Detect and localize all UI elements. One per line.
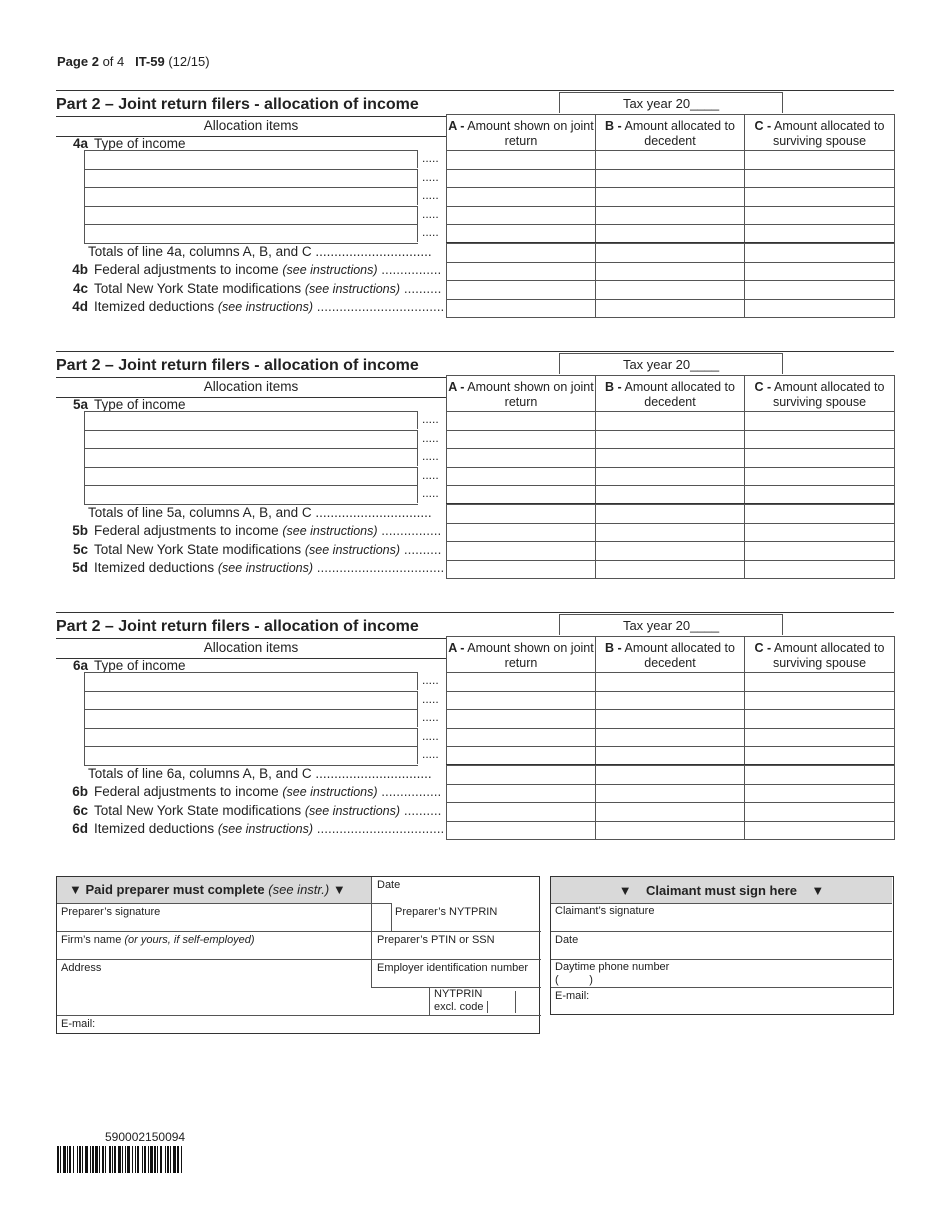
nytprin-excl-label-1: NYTPRIN: [434, 988, 483, 1000]
leader-dots: .....: [422, 188, 439, 203]
amount-cell-a[interactable]: [446, 822, 596, 840]
amount-cell-a[interactable]: [446, 468, 596, 486]
amount-cell-c[interactable]: [744, 673, 895, 691]
claimant-signature-label[interactable]: Claimant’s signature: [555, 905, 655, 917]
amount-cell-c[interactable]: [744, 300, 895, 318]
leader-dots: .....: [422, 151, 439, 165]
line-r3-label: 6d Itemized deductions (see instructions) ..................................: [72, 821, 445, 836]
amount-cell-a[interactable]: [446, 225, 596, 243]
amount-cell-a[interactable]: [446, 710, 596, 728]
column-c-header: C - Amount allocated to surviving spouse: [744, 637, 894, 675]
amount-row: [446, 430, 894, 449]
leader-dots: .....: [422, 430, 439, 445]
amount-row: [446, 187, 894, 206]
line-r3-label: 4d Itemized deductions (see instructions) ..................................: [72, 299, 445, 314]
income-type-input[interactable]: [84, 448, 418, 466]
daytime-phone-label[interactable]: Daytime phone number: [555, 961, 670, 973]
amount-cell-a[interactable]: [446, 188, 596, 206]
amount-row: [446, 280, 894, 299]
column-a-header: A - Amount shown on joint return: [446, 115, 595, 153]
line-r1-label: 5b Federal adjustments to income (see instructions) ................: [72, 523, 442, 538]
line-r1-label: 6b Federal adjustments to income (see instructions) ................: [72, 784, 442, 799]
amount-row: [446, 243, 894, 262]
amount-cell-c[interactable]: [744, 244, 895, 262]
tax-year-field[interactable]: Tax year 20____: [559, 353, 783, 374]
income-type-input[interactable]: [84, 672, 418, 690]
paid-preparer-box: [56, 876, 540, 1034]
preparer-signature-label[interactable]: Preparer’s signature: [61, 906, 161, 918]
amount-cell-c[interactable]: [744, 710, 895, 728]
income-type-input[interactable]: [84, 691, 418, 709]
amount-cell-b[interactable]: [595, 710, 745, 728]
amount-row: [446, 206, 894, 225]
totals-row-label: Totals of line 4a, columns A, B, and C ...............................: [88, 244, 432, 259]
column-a-header: A - Amount shown on joint return: [446, 376, 595, 414]
barcode-icon: [57, 1146, 239, 1173]
leader-dots: .....: [422, 206, 439, 221]
amount-cell-a[interactable]: [446, 524, 596, 542]
amount-row: [446, 728, 894, 747]
amount-row: [446, 262, 894, 281]
amount-cell-c[interactable]: [744, 729, 895, 747]
preparer-nytprin-label[interactable]: Preparer’s NYTPRIN: [395, 906, 498, 918]
leader-dots: .....: [422, 710, 439, 725]
leader-dots: .....: [422, 747, 439, 762]
line-r2-label: 5c Total New York State modifications (see instructions) ..........: [72, 542, 442, 557]
tax-year-field[interactable]: Tax year 20____: [559, 92, 783, 113]
amount-cell-b[interactable]: [595, 188, 745, 206]
amount-cell-a[interactable]: [446, 207, 596, 225]
amount-cell-c[interactable]: [744, 207, 895, 225]
amount-row: [446, 784, 894, 803]
amount-cell-a[interactable]: [446, 170, 596, 188]
totals-row-label: Totals of line 6a, columns A, B, and C ...............................: [88, 766, 432, 781]
income-type-input[interactable]: [84, 411, 418, 429]
amount-cell-a[interactable]: [446, 747, 596, 765]
amount-row: [446, 467, 894, 486]
type-of-income-label: 5a Type of income: [72, 397, 186, 412]
amount-cell-c[interactable]: [744, 692, 895, 710]
amount-cell-b[interactable]: [595, 244, 745, 262]
amount-cell-b[interactable]: [595, 431, 745, 449]
amount-cell-c[interactable]: [744, 785, 895, 803]
column-a-header: A - Amount shown on joint return: [446, 637, 595, 675]
amount-cell-b[interactable]: [595, 524, 745, 542]
amount-cell-a[interactable]: [446, 431, 596, 449]
amount-cell-b[interactable]: [595, 449, 745, 467]
amount-cell-a[interactable]: [446, 542, 596, 560]
amount-cell-a[interactable]: [446, 785, 596, 803]
amount-row: [446, 448, 894, 467]
amount-row: [446, 821, 894, 840]
amount-row: [446, 541, 894, 560]
amount-row: [446, 150, 894, 169]
amount-cell-c[interactable]: [744, 468, 895, 486]
amount-cell-b[interactable]: [595, 673, 745, 691]
leader-dots: .....: [422, 691, 439, 706]
totals-row-label: Totals of line 5a, columns A, B, and C ...............................: [88, 505, 432, 520]
amount-cell-a[interactable]: [446, 803, 596, 821]
type-of-income-label: 6a Type of income: [72, 658, 186, 673]
amount-row: [446, 560, 894, 579]
amount-cell-b[interactable]: [595, 225, 745, 243]
amount-row: [446, 709, 894, 728]
tax-year-field[interactable]: Tax year 20____: [559, 614, 783, 635]
amount-row: [446, 802, 894, 821]
amount-cell-b[interactable]: [595, 692, 745, 710]
leader-dots: .....: [422, 225, 439, 240]
preparer-email-label[interactable]: E-mail:: [61, 1018, 96, 1030]
amount-cell-a[interactable]: [446, 729, 596, 747]
amount-cell-b[interactable]: [595, 561, 745, 579]
amount-row: [446, 746, 894, 765]
allocation-section-3: [56, 620, 894, 860]
amount-cell-c[interactable]: [744, 263, 895, 281]
amount-cell-c[interactable]: [744, 281, 895, 299]
amount-cell-c[interactable]: [744, 747, 895, 765]
leader-dots: .....: [422, 728, 439, 743]
phone-paren: ( ): [555, 974, 593, 986]
amount-cell-b[interactable]: [595, 766, 745, 784]
leader-dots: .....: [422, 486, 439, 501]
amount-row: [446, 672, 894, 691]
amount-cell-a[interactable]: [446, 673, 596, 691]
allocation-items-label: Allocation items: [203, 118, 299, 133]
line-r1-label: 4b Federal adjustments to income (see instructions) ................: [72, 262, 442, 277]
amount-cell-b[interactable]: [595, 170, 745, 188]
amount-cell-a[interactable]: [446, 692, 596, 710]
income-type-input[interactable]: [84, 187, 418, 205]
amount-row: [446, 299, 894, 318]
amount-row: [446, 691, 894, 710]
amount-cell-b[interactable]: [595, 803, 745, 821]
address-label[interactable]: Address: [61, 962, 102, 974]
leader-dots: .....: [422, 449, 439, 464]
amount-cell-a[interactable]: [446, 486, 596, 504]
income-type-input[interactable]: [84, 206, 418, 224]
amount-row: [446, 523, 894, 542]
claimant-date-label[interactable]: Date: [555, 934, 579, 946]
amount-row: [446, 224, 894, 243]
leader-dots: .....: [422, 467, 439, 482]
income-type-input[interactable]: [84, 224, 418, 242]
preparer-date-label: Date: [377, 879, 401, 891]
amount-cell-c[interactable]: [744, 561, 895, 579]
preparer-heading: ▼ Paid preparer must complete (see instr.) ▼: [69, 882, 346, 897]
income-type-input[interactable]: [84, 169, 418, 187]
amount-cell-b[interactable]: [595, 151, 745, 169]
amount-cell-c[interactable]: [744, 188, 895, 206]
amount-cell-c[interactable]: [744, 449, 895, 467]
barcode-number: 590002150094: [105, 1130, 186, 1144]
section-title: Part 2 – Joint return filers - allocation of income: [56, 618, 419, 635]
income-type-input[interactable]: [84, 485, 418, 503]
claimant-email-label[interactable]: E-mail:: [555, 990, 590, 1002]
amount-row: [446, 411, 894, 430]
amount-cell-b[interactable]: [595, 300, 745, 318]
allocation-items-label: Allocation items: [203, 379, 299, 394]
amount-cell-a[interactable]: [446, 151, 596, 169]
claimant-heading: ▼ Claimant must sign here ▼: [618, 883, 825, 898]
excl-code-box[interactable]: [487, 1001, 488, 1013]
ein-label[interactable]: Employer identification number: [377, 962, 529, 974]
amount-cell-b[interactable]: [595, 486, 745, 504]
amount-cell-c[interactable]: [744, 505, 895, 523]
leader-dots: .....: [422, 412, 439, 426]
firm-name-label[interactable]: Firm’s name (or yours, if self-employed): [61, 934, 255, 946]
amount-cell-b[interactable]: [595, 822, 745, 840]
amount-cell-a[interactable]: [446, 281, 596, 299]
leader-dots: .....: [422, 673, 439, 687]
amount-cell-c[interactable]: [744, 542, 895, 560]
amount-row: [446, 485, 894, 504]
amount-cell-c[interactable]: [744, 486, 895, 504]
preparer-ptin-label[interactable]: Preparer’s PTIN or SSN: [377, 934, 495, 946]
amount-cell-c[interactable]: [744, 412, 895, 430]
amount-cell-c[interactable]: [744, 524, 895, 542]
amount-cell-a[interactable]: [446, 412, 596, 430]
column-c-header: C - Amount allocated to surviving spouse: [744, 376, 894, 414]
column-b-header: B - Amount allocated to decedent: [595, 115, 744, 153]
amount-cell-c[interactable]: [744, 766, 895, 784]
amount-row: [446, 504, 894, 523]
allocation-section-2: [56, 359, 894, 599]
amount-cell-c[interactable]: [744, 803, 895, 821]
page-header: Page 2 of 4 IT-59 (12/15): [57, 54, 210, 69]
amount-row: [446, 765, 894, 784]
amount-cell-c[interactable]: [744, 170, 895, 188]
line-r2-label: 4c Total New York State modifications (see instructions) ..........: [72, 281, 442, 296]
column-b-header: B - Amount allocated to decedent: [595, 376, 744, 414]
line-r3-label: 5d Itemized deductions (see instructions) ..................................: [72, 560, 445, 575]
amount-cell-c[interactable]: [744, 225, 895, 243]
amount-cell-a[interactable]: [446, 561, 596, 579]
claimant-box: [550, 876, 894, 1015]
allocation-section-1: [56, 98, 894, 338]
amount-cell-b[interactable]: [595, 785, 745, 803]
income-type-input[interactable]: [84, 709, 418, 727]
income-type-input[interactable]: [84, 467, 418, 485]
section-title: Part 2 – Joint return filers - allocation of income: [56, 357, 419, 374]
amount-cell-b[interactable]: [595, 468, 745, 486]
amount-cell-c[interactable]: [744, 822, 895, 840]
amount-row: [446, 169, 894, 188]
amount-cell-b[interactable]: [595, 505, 745, 523]
amount-cell-b[interactable]: [595, 412, 745, 430]
income-type-input[interactable]: [84, 430, 418, 448]
column-c-header: C - Amount allocated to surviving spouse: [744, 115, 894, 153]
amount-cell-c[interactable]: [744, 431, 895, 449]
amount-cell-b[interactable]: [595, 207, 745, 225]
line-r2-label: 6c Total New York State modifications (see instructions) ..........: [72, 803, 442, 818]
amount-cell-b[interactable]: [595, 542, 745, 560]
amount-cell-b[interactable]: [595, 263, 745, 281]
type-of-income-label: 4a Type of income: [72, 136, 186, 151]
income-type-input[interactable]: [84, 746, 418, 764]
section-title: Part 2 – Joint return filers - allocation of income: [56, 96, 419, 113]
allocation-items-label: Allocation items: [203, 640, 299, 655]
amount-cell-c[interactable]: [744, 151, 895, 169]
amount-cell-a[interactable]: [446, 449, 596, 467]
income-type-input[interactable]: [84, 728, 418, 746]
amount-cell-a[interactable]: [446, 263, 596, 281]
amount-cell-a[interactable]: [446, 300, 596, 318]
income-type-input[interactable]: [84, 150, 418, 168]
leader-dots: .....: [422, 169, 439, 184]
amount-cell-b[interactable]: [595, 729, 745, 747]
amount-cell-b[interactable]: [595, 747, 745, 765]
nytprin-excl-label-2: excl. code: [434, 1001, 484, 1013]
column-b-header: B - Amount allocated to decedent: [595, 637, 744, 675]
amount-cell-b[interactable]: [595, 281, 745, 299]
